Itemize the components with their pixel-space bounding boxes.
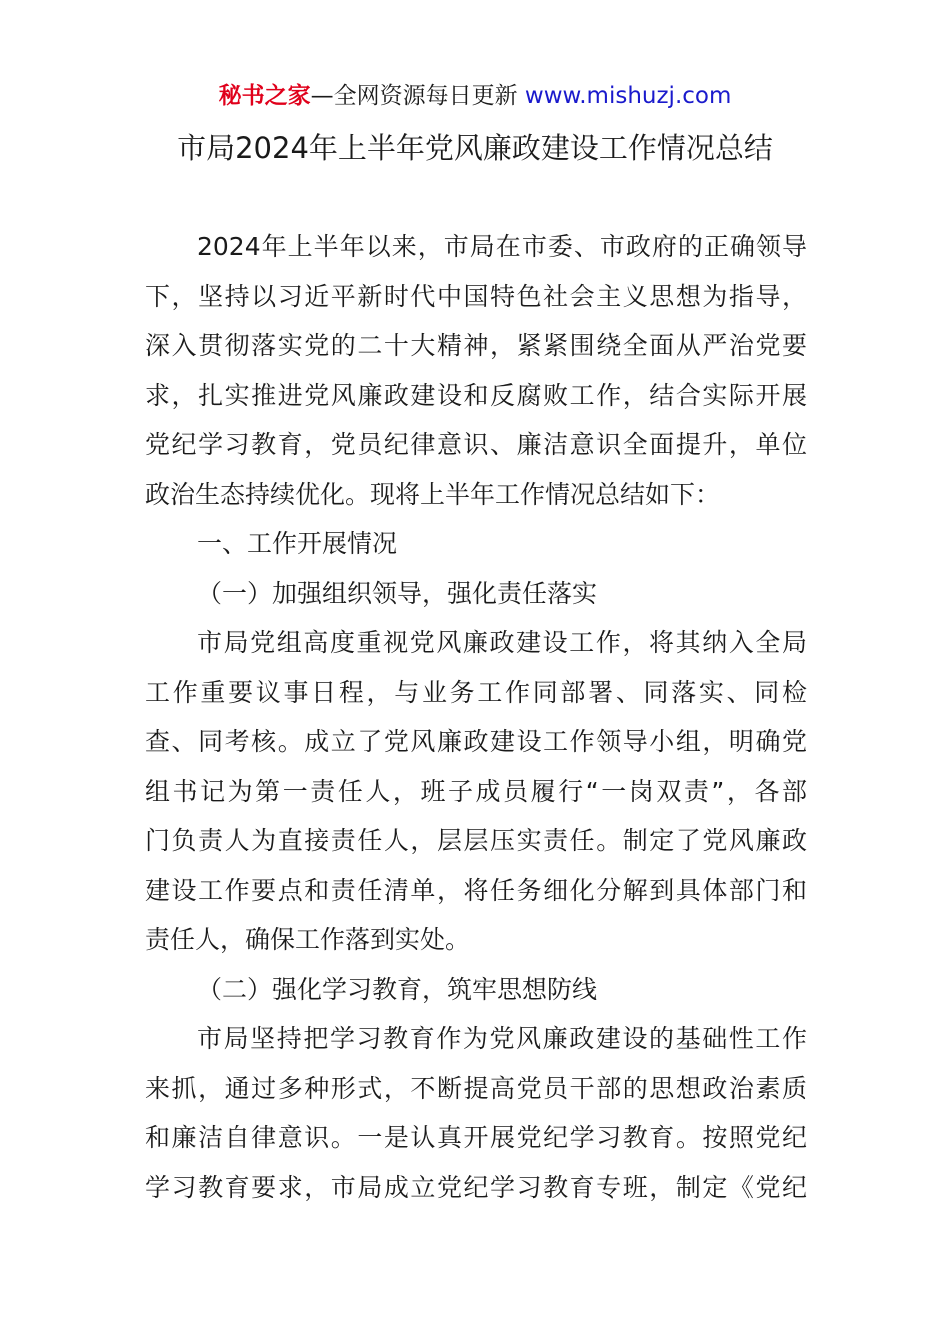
text-line: 深入贯彻落实党的二十大精神，紧紧围绕全面从严治党要 [145, 331, 807, 360]
text-line: 市局坚持把学习教育作为党风廉政建设的基础性工作 [197, 1024, 807, 1053]
document-body [145, 222, 807, 1212]
site-header [0, 80, 950, 112]
text-line: （二）强化学习教育，筑牢思想防线 [197, 974, 598, 1004]
text-line: 学习教育要求，市局成立党纪学习教育专班，制定《党纪 [145, 1172, 807, 1202]
site-brand: 秘书之家 [218, 83, 311, 109]
text-line: 组书记为第一责任人，班子成员履行“一岗双责”，各部 [145, 776, 807, 806]
text-line: 查、同考核。成立了党风廉政建设工作领导小组，明确党 [145, 727, 807, 756]
text-line: 一、工作开展情况 [197, 529, 398, 558]
text-line: 市局党组高度重视党风廉政建设工作，将其纳入全局 [197, 628, 807, 657]
text-line: 党纪学习教育，党员纪律意识、廉洁意识全面提升，单位 [145, 430, 807, 459]
text-line: 工作重要议事日程，与业务工作同部署、同落实、同检 [145, 677, 807, 707]
text-line: 2024年上半年以来，市局在市委、市政府的正确领导 [197, 232, 807, 261]
text-line: 责任人，确保工作落到实处。 [145, 925, 471, 954]
text-line: 和廉洁自律意识。一是认真开展党纪学习教育。按照党纪 [145, 1123, 807, 1152]
text-line: （一）加强组织领导，强化责任落实 [197, 578, 598, 608]
text-line: 政治生态持续优化。现将上半年工作情况总结如下： [145, 479, 721, 509]
site-url-link[interactable]: www.mishuzj.com [524, 83, 732, 109]
text-line: 建设工作要点和责任清单，将任务细化分解到具体部门和 [145, 875, 807, 905]
text-line: 下，坚持以习近平新时代中国特色社会主义思想为指导， [145, 281, 807, 311]
header-dash: — [310, 83, 334, 109]
text-line: 来抓，通过多种形式，不断提高党员干部的思想政治素质 [145, 1073, 807, 1103]
text-line: 求，扎实推进党风廉政建设和反腐败工作，结合实际开展 [145, 380, 807, 410]
site-tagline: 全网资源每日更新 [333, 83, 518, 109]
text-line: 门负责人为直接责任人，层层压实责任。制定了党风廉政 [145, 826, 807, 855]
document-title: 市局2024年上半年党风廉政建设工作情况总结 [177, 131, 773, 165]
